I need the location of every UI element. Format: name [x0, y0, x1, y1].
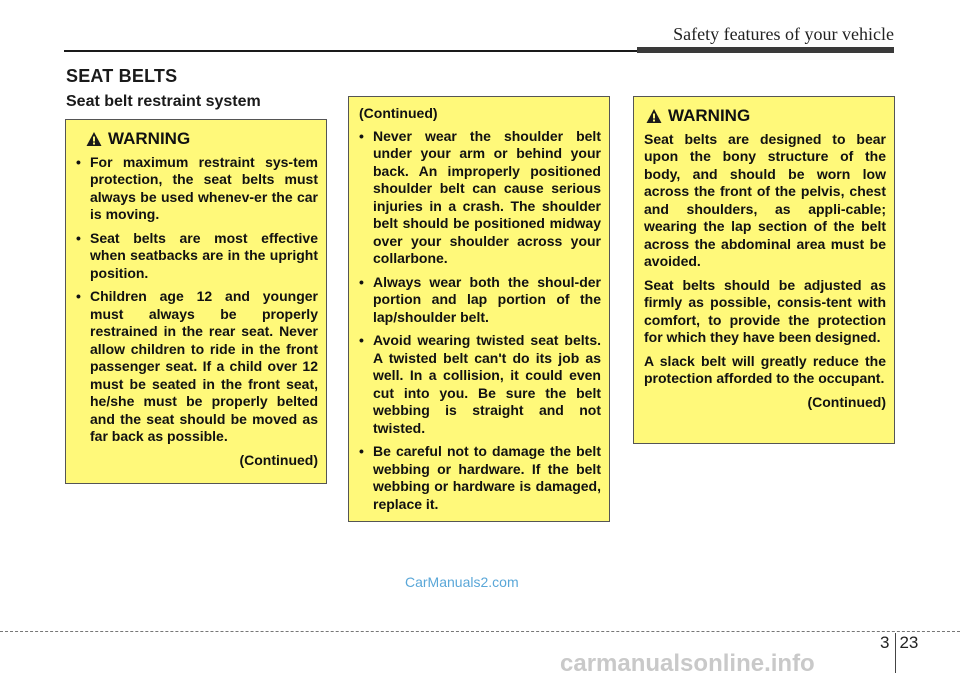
warning-label: WARNING [668, 106, 751, 125]
warning-box-1 [65, 119, 327, 484]
list-item: • Avoid wearing twisted seat belts. A twisted belt can't do its job as well. In a collision, it could even cut into you. Be sure the belt webbing is straight and not twisted. [359, 332, 601, 437]
subsection-title: Seat belt restraint system [66, 93, 261, 110]
watermark-link[interactable]: CarManuals2.com [405, 574, 519, 590]
list-item: • Always wear both the shoul-der portion and lap portion of the lap/shoulder belt. [359, 274, 601, 327]
continued-label: (Continued) [239, 451, 318, 468]
warning-paragraph: Seat belts are designed to bear upon the bony structure of the body, and should be worn low across the front of the pelvis, chest and shoulders, as appli-cable; wearing the lap section of the belt across the abdominal area must be avoided. [644, 130, 886, 269]
footer-watermark: carmanualsonline.info [560, 650, 815, 677]
list-item: • Children age 12 and younger must always be properly restrained in the rear seat. Never allow children to ride in the front passenger seat. If a child over 12 must be seated in the front seat, he/she must be properly belted and the seat should be moved as far back as possible. [76, 288, 318, 446]
continued-label: (Continued) [359, 105, 438, 121]
list-item: • Be careful not to damage the belt webbing or hardware. If the belt webbing or hardware is damaged, replace it. [359, 443, 601, 513]
warning-list [359, 128, 601, 514]
page-header-title: Safety features of your vehicle [673, 24, 894, 44]
list-item: • Seat belts are most effective when seatbacks are in the upright position. [76, 230, 318, 283]
list-item: • Never wear the shoulder belt under your arm or behind your back. An improperly positioned shoulder belt can cause serious injuries in a crash. The shoulder belt should be positioned midway over your shoulder across your collarbone. [359, 128, 601, 268]
page-number [880, 633, 918, 673]
list-item: • For maximum restraint sys-tem protection, the seat belts must always be used whenev-er the car is moving. [76, 154, 318, 224]
warning-box-2 [348, 96, 610, 522]
warning-paragraph: A slack belt will greatly reduce the protection afforded to the occupant. [644, 352, 886, 386]
warning-triangle-icon [646, 108, 662, 124]
warning-heading [646, 107, 886, 125]
page-number-value: 23 [899, 633, 919, 652]
continued-label: (Continued) [807, 393, 886, 410]
warning-heading [86, 130, 318, 148]
warning-triangle-icon [86, 131, 102, 147]
warning-label: WARNING [108, 129, 191, 148]
warning-box-3 [633, 96, 895, 444]
warning-list [76, 154, 318, 446]
chapter-number: 3 [880, 633, 890, 652]
page-number-divider [895, 633, 896, 673]
section-title: SEAT BELTS [66, 66, 178, 86]
footer-rule [0, 631, 960, 632]
header-rule-accent [637, 47, 894, 53]
warning-paragraph: Seat belts should be adjusted as firmly as possible, consis-tent with comfort, to provide the protection for which they have been designed. [644, 276, 886, 345]
